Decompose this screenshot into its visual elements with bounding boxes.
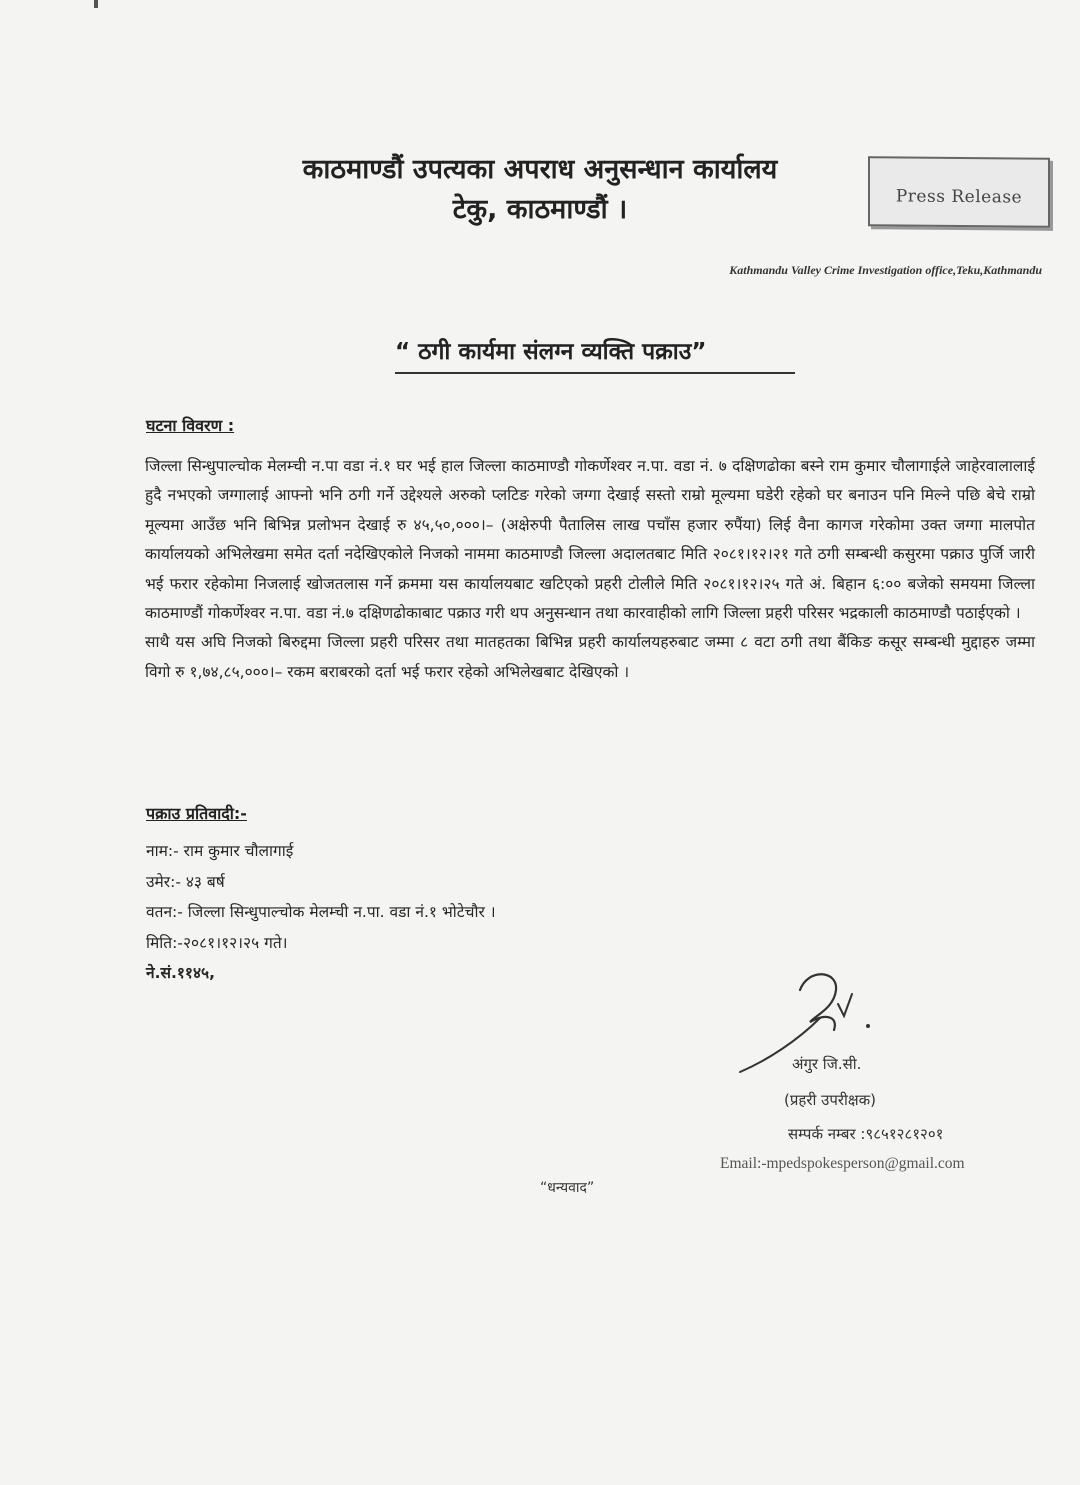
office-name-english: Kathmandu Valley Crime Investigation office,Teku,Kathmandu — [729, 263, 1042, 277]
arrested-age: उमेर:- ४३ बर्ष — [146, 872, 225, 891]
signatory-designation: (प्रहरी उपरीक्षक) — [784, 1091, 877, 1109]
arrested-name: नाम:- राम कुमार चौलागाई — [146, 842, 294, 860]
incident-description — [145, 452, 1035, 687]
arrested-details — [146, 836, 746, 989]
incident-paragraph-1: जिल्ला सिन्धुपाल्चोक मेलम्ची न.पा वडा नं.१ घर भई हाल जिल्ला काठमाण्डौ गोकर्णेश्वर न.पा. वडा नं. ७ दक्षिणढोका बस्ने राम कुमार चौलागाईले जाहेरवालालाई हुदै नभएको जग्गालाई आफ्नो भनि ठगी गर्ने उद्देश्यले अरुको प्लटिङ गरेको जग्गा देखाई सस्तो राम्रो मूल्यमा घडेरी रहेको घर बनाउन पनि मिल्ने पछि बेचे राम्रो मूल्यमा आउँछ भनि बिभिन्न प्रलोभन देखाई रु ४५,५०,०००।– (अक्षेरुपी पैतालिस लाख पचाँस हजार रुपैंया) लिई वैना कागज गरेकोमा उक्त जग्गा मालपोत कार्यालयको अभिलेखमा समेत दर्ता नदेखिएकोले निजको नाममा काठमाण्डौ जिल्ला अदालतबाट मिति २०८१।१२।२१ गते ठगी सम्बन्धी कसुरमा पक्राउ पुर्जि जारी भई फरार रहेकोमा निजलाई खोजतलास गर्ने क्रममा यस कार्यालयबाट खटिएको प्रहरी टोलीले मिति २०८१।१२।२५ गते अं. बिहान ६:०० बजेको समयमा जिल्ला काठमाण्डौं गोकर्णेश्वर न.पा. वडा नं.७ दक्षिणढोकाबाट पक्राउ गरी थप अनुसन्धान तथा कारवाहीको लागि जिल्ला प्रहरी परिसर भद्रकाली काठमाण्डौ पठाईएको । — [145, 457, 1035, 623]
signatory-name: अंगुर जि.सी. — [792, 1055, 862, 1073]
press-release-stamp — [868, 156, 1050, 228]
office-title — [230, 150, 850, 230]
headline: “ ठगी कार्यमा संलग्न व्यक्ति पक्राउ” — [395, 334, 795, 374]
stamp-label: Press Release — [895, 186, 1023, 208]
signatory-email: Email:-mpedspokesperson@gmail.com — [720, 1155, 965, 1172]
arrested-address: वतन:- जिल्ला सिन्धुपाल्चोक मेलम्ची न.पा. वडा नं.१ भोटेचौर । — [146, 903, 496, 921]
office-name: काठमाण्डौं उपत्यका अपराध अनुसन्धान कार्यालय — [302, 154, 778, 185]
arrested-section-label: पक्राउ प्रतिवादी:- — [146, 804, 247, 823]
signatory-contact: सम्पर्क नम्बर :९८५१२८१२०१ — [788, 1125, 944, 1143]
release-date: मिति:-२०८१।१२।२५ गते। — [146, 933, 288, 952]
incident-paragraph-2: साथै यस अघि निजको बिरुद्दमा जिल्ला प्रहरी परिसर तथा मातहतका बिभिन्न प्रहरी कार्यालयहरुबाट जम्मा ८ वटा ठगी तथा बैंकिङ कसूर सम्बन्धी मुद्दाहरु जम्मा विगो रु १,७४,८५,०००।– रकम बराबरको दर्ता भई फरार रहेको अभिलेखबाट देखिएको । — [145, 633, 1035, 681]
nepal-samvat-date: ने.सं.११४५, — [146, 964, 215, 982]
incident-section-label: घटना विवरण : — [146, 416, 235, 435]
office-location: टेकु, काठमाण्डौं । — [452, 194, 628, 225]
thanks-note: “धन्यवाद” — [540, 1180, 595, 1196]
scan-edge-mark — [94, 0, 98, 8]
